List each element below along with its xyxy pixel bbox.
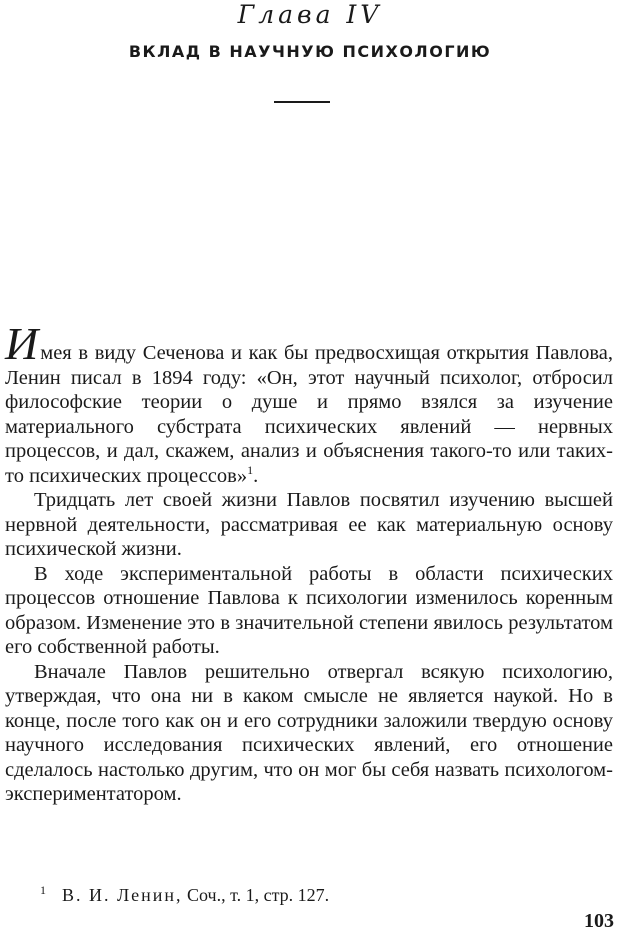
paragraph-2: Тридцать лет своей жизни Павлов посвятил изучению высшей нервной деятельности, рассматривая ее как материальную основу психической жизни. — [5, 489, 613, 560]
footnote-number: 1 — [40, 883, 46, 897]
body-text — [5, 318, 613, 807]
chapter-label: Глава IV — [237, 0, 383, 29]
paragraph-1-end: . — [253, 464, 259, 487]
paragraph-1-text: Имея в виду Сеченова и как бы предвосхищая открытия Павлова, Ленин писал в 1894 году: «Он, этот научный психолог, отбросил философские теории о душе и прямо взялся за изучение материального субстрата психических явлений — нервных процессов, и дал, скажем, анализ и объяснения такого-то или таких-то психических процессов» — [5, 318, 613, 487]
page-number: 103 — [584, 910, 614, 932]
footnote-reference: 1 — [247, 462, 254, 477]
footnote-author: В. И. Ленин, — [62, 885, 183, 905]
chapter-title: ВКЛАД В НАУЧНУЮ ПСИХОЛОГИЮ — [128, 42, 492, 61]
footnote — [40, 883, 329, 907]
paragraph-4: Вначале Павлов решительно отвергал всякую психологию, утверждая, что она ни в каком смысле не является наукой. Но в конце, после того как он и его сотрудники заложили твердую основу научного исследования психических явлений, его отношение сделалось настолько другим, что он мог бы себя назвать психологом-экспериментатором. — [5, 660, 613, 805]
paragraph-1 — [5, 318, 613, 488]
paragraph-3: В ходе экспериментальной работы в области психических процессов отношение Павлова к психологии изменилось коренным образом. Изменение это в значительной степени явилось результатом его собственной работы. — [5, 562, 613, 658]
footnote-citation: Соч., т. 1, стр. 127. — [186, 885, 330, 905]
title-divider — [274, 101, 330, 103]
